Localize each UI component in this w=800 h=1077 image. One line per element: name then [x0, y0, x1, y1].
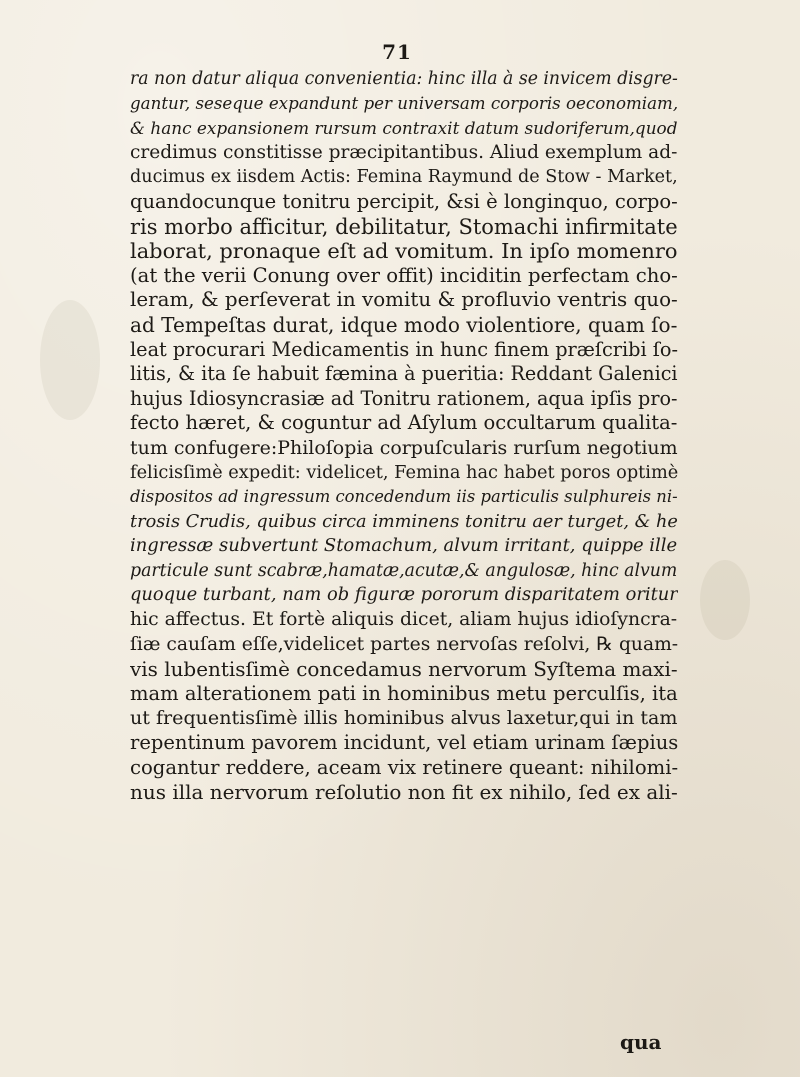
text-line: gantur, seseque expandunt per universam corporis oeconomiam, [130, 93, 678, 113]
text-line: quandocunque tonitru percipit, &si è longinquo, corpo- [130, 189, 678, 213]
text-line: litis, & ita ſe habuit fæmina à pueritia: Reddant Galenici [130, 362, 678, 386]
text-line: fecto hæret, & coguntur ad Aſylum occultarum qualita- [130, 411, 678, 435]
catchword: qua [620, 1030, 662, 1054]
body-text [130, 67, 678, 805]
text-line: felicisſimè expedit: videlicet, Femina hac habet poros optimè [130, 462, 678, 483]
text-line: particule sunt scabræ,hamatæ,acutæ,& angulosæ, hinc alvum [130, 560, 678, 581]
text-line: ducimus ex iisdem Actis: Femina Raymund de Stow - Market, [130, 167, 678, 188]
text-line: quoque turbant, nam ob figuræ pororum disparitatem oritur [130, 584, 678, 606]
text-line: repentinum pavorem incidunt, vel etiam urinam ſæpius [130, 731, 678, 755]
text-line: credimus constitisse præcipitantibus. Aliud exemplum ad- [130, 141, 678, 163]
text-line: ad Tempeſtas durat, idque modo violentiore, quam ſo- [130, 312, 678, 337]
text-line: mam alterationem pati in hominibus metu perculſis, ita [130, 681, 678, 705]
text-line: dispositos ad ingressum concedendum iis particulis sulphureis ni- [130, 487, 678, 507]
text-line: leat procurari Medicamentis in hunc finem præſcribi ſo- [130, 337, 678, 361]
text-line: ſiæ cauſam eſſe,videlicet partes nervoſas reſolvi, ℞ quam- [130, 633, 678, 655]
paper-stain [40, 300, 100, 420]
text-line: ut frequentisſimè illis hominibus alvus laxetur,qui in tam [130, 707, 678, 730]
text-line: nus illa nervorum reſolutio non fit ex nihilo, ſed ex ali- [130, 780, 678, 805]
text-line: hujus Idiosyncrasiæ ad Tonitru rationem, aqua ipſis pro- [130, 386, 678, 410]
text-line: tum confugere:Philoſopia corpuſcularis rurſum negotium [130, 436, 678, 459]
paper-stain [700, 560, 750, 640]
text-line: ingressæ subvertunt Stomachum, alvum irritant, quippe ille [130, 535, 678, 557]
text-line: vis lubentisſimè concedamus nervorum Syſtema maxi- [130, 657, 678, 682]
text-line: & hanc expansionem rursum contraxit datum sudoriferum,quod [130, 118, 678, 139]
text-line: laborat, pronaque eſt ad vomitum. In ipſo momenro [130, 239, 678, 264]
page-number: 71 [382, 40, 412, 64]
text-line: ra non datur aliqua convenientia: hinc illa à se invicem disgre- [130, 69, 678, 89]
text-line: ris morbo afficitur, debilitatur, Stomachi infirmitate [130, 214, 678, 239]
text-line: cogantur reddere, aceam vix retinere queant: nihilomi- [130, 755, 678, 779]
text-line: leram, & perſeverat in vomitu & profluvio ventris quo- [130, 288, 678, 312]
text-line: trosis Crudis, quibus circa imminens tonitru aer turget, & he [130, 511, 678, 532]
text-line: hic affectus. Et fortè aliquis dicet, aliam hujus idioſyncra- [130, 609, 678, 631]
text-line: (at the verii Conung over offit) inciditin perfectam cho- [130, 263, 678, 287]
